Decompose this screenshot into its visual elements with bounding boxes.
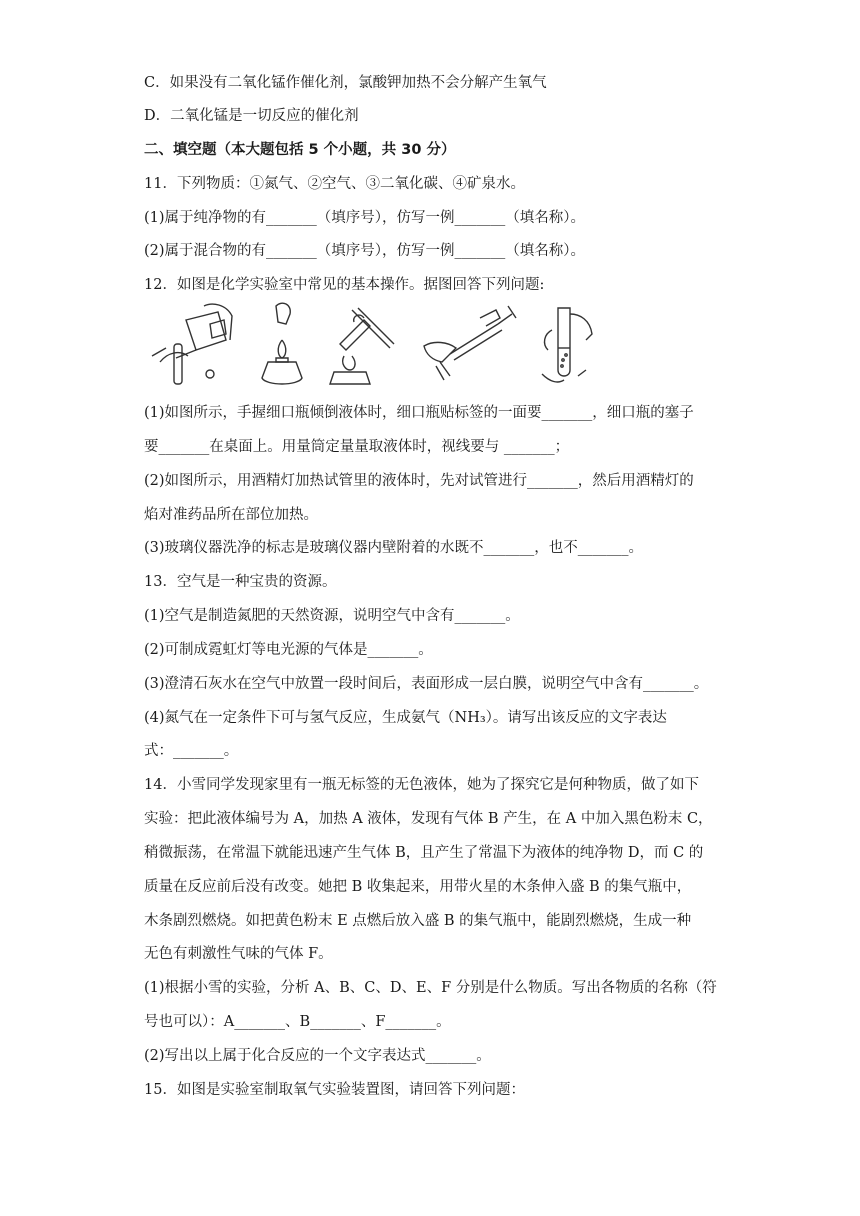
question-14-line-5: 木条剧烈燃烧。如把黄色粉末 E 点燃后放入盛 B 的集气瓶中，能剧烈燃烧，生成一种 xyxy=(144,913,692,929)
option-c: C．如果没有二氧化锰作催化剂，氯酸钾加热不会分解产生氧气 xyxy=(144,75,547,91)
q14-part-1-line-1: (1)根据小雪的实验，分析 A、B、C、D、E、F 分别是什么物质。写出各物质的名称（符 xyxy=(144,980,717,996)
q14-part-1-line-2: 号也可以）：A_______、B_______、F_______。 xyxy=(144,1014,451,1030)
pouring-liquid-illustration xyxy=(146,300,238,390)
q12-part-2-line-1: (2)如图所示，用酒精灯加热试管里的液体时，先对试管进行_______，然后用酒精灯的 xyxy=(144,473,694,489)
question-11: 11．下列物质：①氮气、②空气、③二氧化碳、④矿泉水。 xyxy=(144,176,525,192)
section-heading: 二、填空题（本大题包括 5 个小题，共 30 分） xyxy=(144,142,456,158)
q13-part-4-line-1: (4)氮气在一定条件下可与氢气反应，生成氨气（NH₃）。请写出该反应的文字表达 xyxy=(144,710,667,726)
q12-part-1-line-2: 要_______在桌面上。用量筒定量量取液体时，视线要与 _______； xyxy=(144,439,570,455)
q13-part-3: (3)澄清石灰水在空气中放置一段时间后，表面形成一层白膜，说明空气中含有_______。 xyxy=(144,676,709,692)
question-12: 12．如图是化学实验室中常见的基本操作。据图回答下列问题: xyxy=(144,277,545,293)
question-14-line-3: 稍微振荡，在常温下就能迅速产生气体 B，且产生了常温下为液体的纯净物 D，而 C 的 xyxy=(144,845,704,861)
q14-part-2: (2)写出以上属于化合反应的一个文字表达式_______。 xyxy=(144,1048,491,1064)
dropper-cylinder-illustration xyxy=(420,300,520,390)
q11-part-1: (1)属于纯净物的有_______（填序号），仿写一例_______（填名称）。 xyxy=(144,210,586,226)
question-14-line-1: 14．小雪同学发现家里有一瓶无标签的无色液体，她为了探究它是何种物质，做了如下 xyxy=(144,777,699,793)
option-d: D．二氧化锰是一切反应的催化剂 xyxy=(144,108,359,124)
question-14-line-4: 质量在反应前后没有改变。她把 B 收集起来，用带火星的木条伸入盛 B 的集气瓶中， xyxy=(144,879,692,895)
question-15: 15．如图是实验室制取氧气实验装置图，请回答下列问题： xyxy=(144,1082,525,1098)
lab-operations-figure xyxy=(144,300,724,390)
alcohol-lamp-illustration xyxy=(252,300,312,390)
question-14-line-6: 无色有刺激性气味的气体 F。 xyxy=(144,946,333,962)
question-14-line-2: 实验：把此液体编号为 A，加热 A 液体，发现有气体 B 产生，在 A 中加入黑色粉末 C， xyxy=(144,811,713,827)
heating-test-tube-illustration xyxy=(324,300,404,390)
q13-part-1: (1)空气是制造氮肥的天然资源，说明空气中含有_______。 xyxy=(144,608,520,624)
q12-part-2-line-2: 焰对准药品所在部位加热。 xyxy=(144,507,318,523)
shaking-test-tube-illustration xyxy=(528,300,598,390)
q13-part-2: (2)可制成霓虹灯等电光源的气体是_______。 xyxy=(144,642,433,658)
q13-part-4-line-2: 式：_______。 xyxy=(144,743,239,759)
question-13: 13．空气是一种宝贵的资源。 xyxy=(144,574,337,590)
q12-part-1-line-1: (1)如图所示，手握细口瓶倾倒液体时，细口瓶贴标签的一面要_______，细口瓶的塞子 xyxy=(144,405,694,421)
q11-part-2: (2)属于混合物的有_______（填序号），仿写一例_______（填名称）。 xyxy=(144,243,586,259)
q12-part-3: (3)玻璃仪器洗净的标志是玻璃仪器内壁附着的水既不_______，也不_______。 xyxy=(144,540,644,556)
